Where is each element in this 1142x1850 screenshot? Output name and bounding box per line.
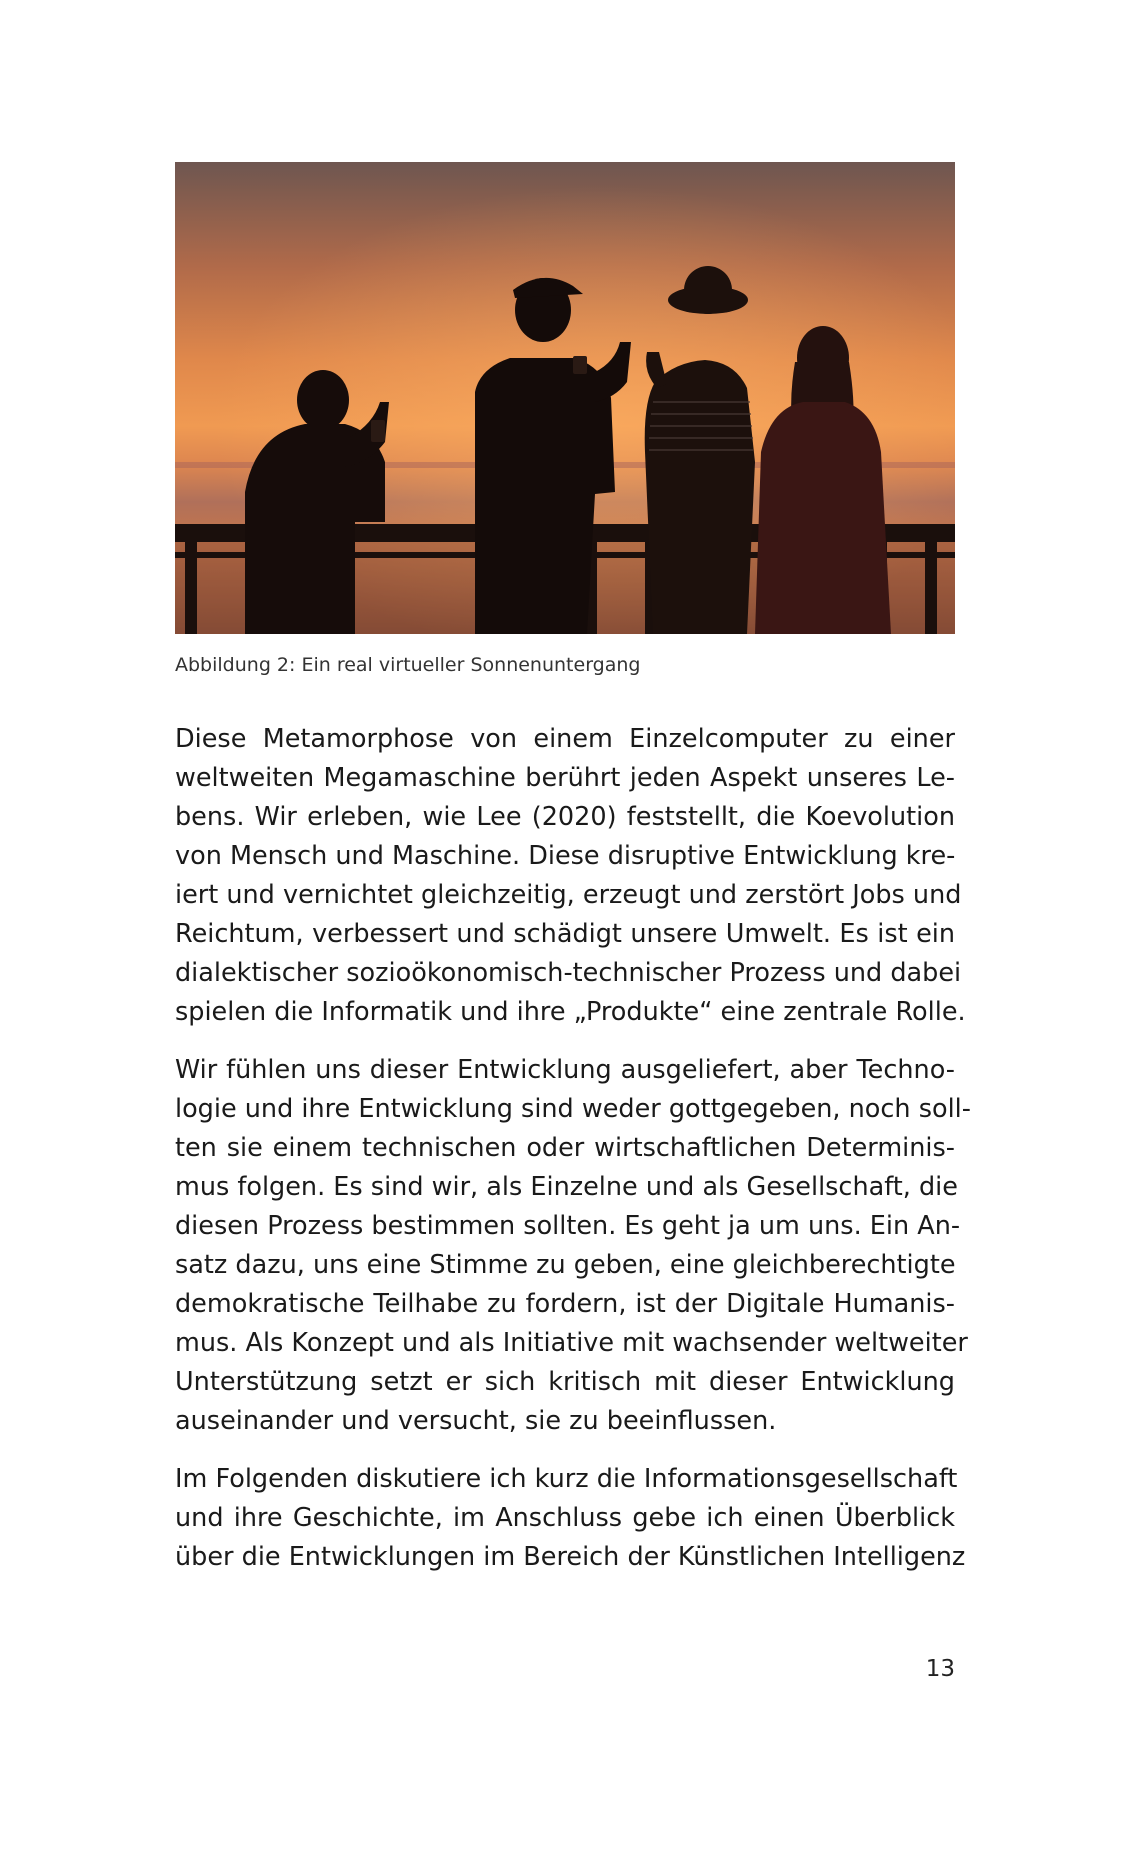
text-line: mus folgen. Es sind wir, als Einzelne und als Gesellschaft, die [175,1172,958,1202]
paragraph-2 [175,1051,971,1441]
text-line: über die Entwicklungen im Bereich der Künstlichen Intelligenz [175,1542,966,1572]
page-number: 13 [925,1656,955,1682]
text-line: Reichtum, verbessert und schädigt unsere Umwelt. Es ist ein [175,919,955,949]
text-line: Wir fühlen uns dieser Entwicklung ausgeliefert, aber Techno- [175,1055,955,1085]
text-line: bens. Wir erleben, wie Lee (2020) feststellt, die Koevolution [175,802,955,832]
text-line: spielen die Informatik und ihre „Produkte“ eine zentrale Rolle. [175,997,966,1027]
text-line: ten sie einem technischen oder wirtschaftlichen Determinis- [175,1133,955,1163]
text-line: Diese Metamorphose von einem Einzelcomputer zu einer [175,724,955,754]
text-line: und ihre Geschichte, im Anschluss gebe ich einen Überblick [175,1503,955,1533]
text-line: dialektischer sozioökonomisch-technischer Prozess und dabei [175,958,962,988]
text-line: auseinander und versucht, sie zu beeinflussen. [175,1406,777,1436]
text-line: iert und vernichtet gleichzeitig, erzeugt und zerstört Jobs und [175,880,962,910]
text-line: demokratische Teilhabe zu fordern, ist der Digitale Humanis- [175,1289,955,1319]
text-line: satz dazu, uns eine Stimme zu geben, eine gleichberechtigte [175,1250,956,1280]
text-line: von Mensch und Maschine. Diese disruptive Entwicklung kre- [175,841,956,871]
text-line: weltweiten Megamaschine berührt jeden Aspekt unseres Le- [175,763,955,793]
text-line: diesen Prozess bestimmen sollten. Es geht ja um uns. Ein An- [175,1211,961,1241]
text-line: mus. Als Konzept und als Initiative mit wachsender weltweiter [175,1328,968,1358]
paragraph-1 [175,720,966,1032]
text-line: Im Folgenden diskutiere ich kurz die Informationsgesellschaft [175,1464,958,1494]
body-text [175,720,971,1596]
text-line: Unterstützung setzt er sich kritisch mit dieser Entwicklung [175,1367,955,1397]
text-line: logie und ihre Entwicklung sind weder gottgegeben, noch soll- [175,1094,971,1124]
sunset-illustration [175,162,955,634]
figure-caption: Abbildung 2: Ein real virtueller Sonnenuntergang [175,654,641,676]
sunset-photo [175,162,955,634]
paragraph-3 [175,1460,966,1577]
